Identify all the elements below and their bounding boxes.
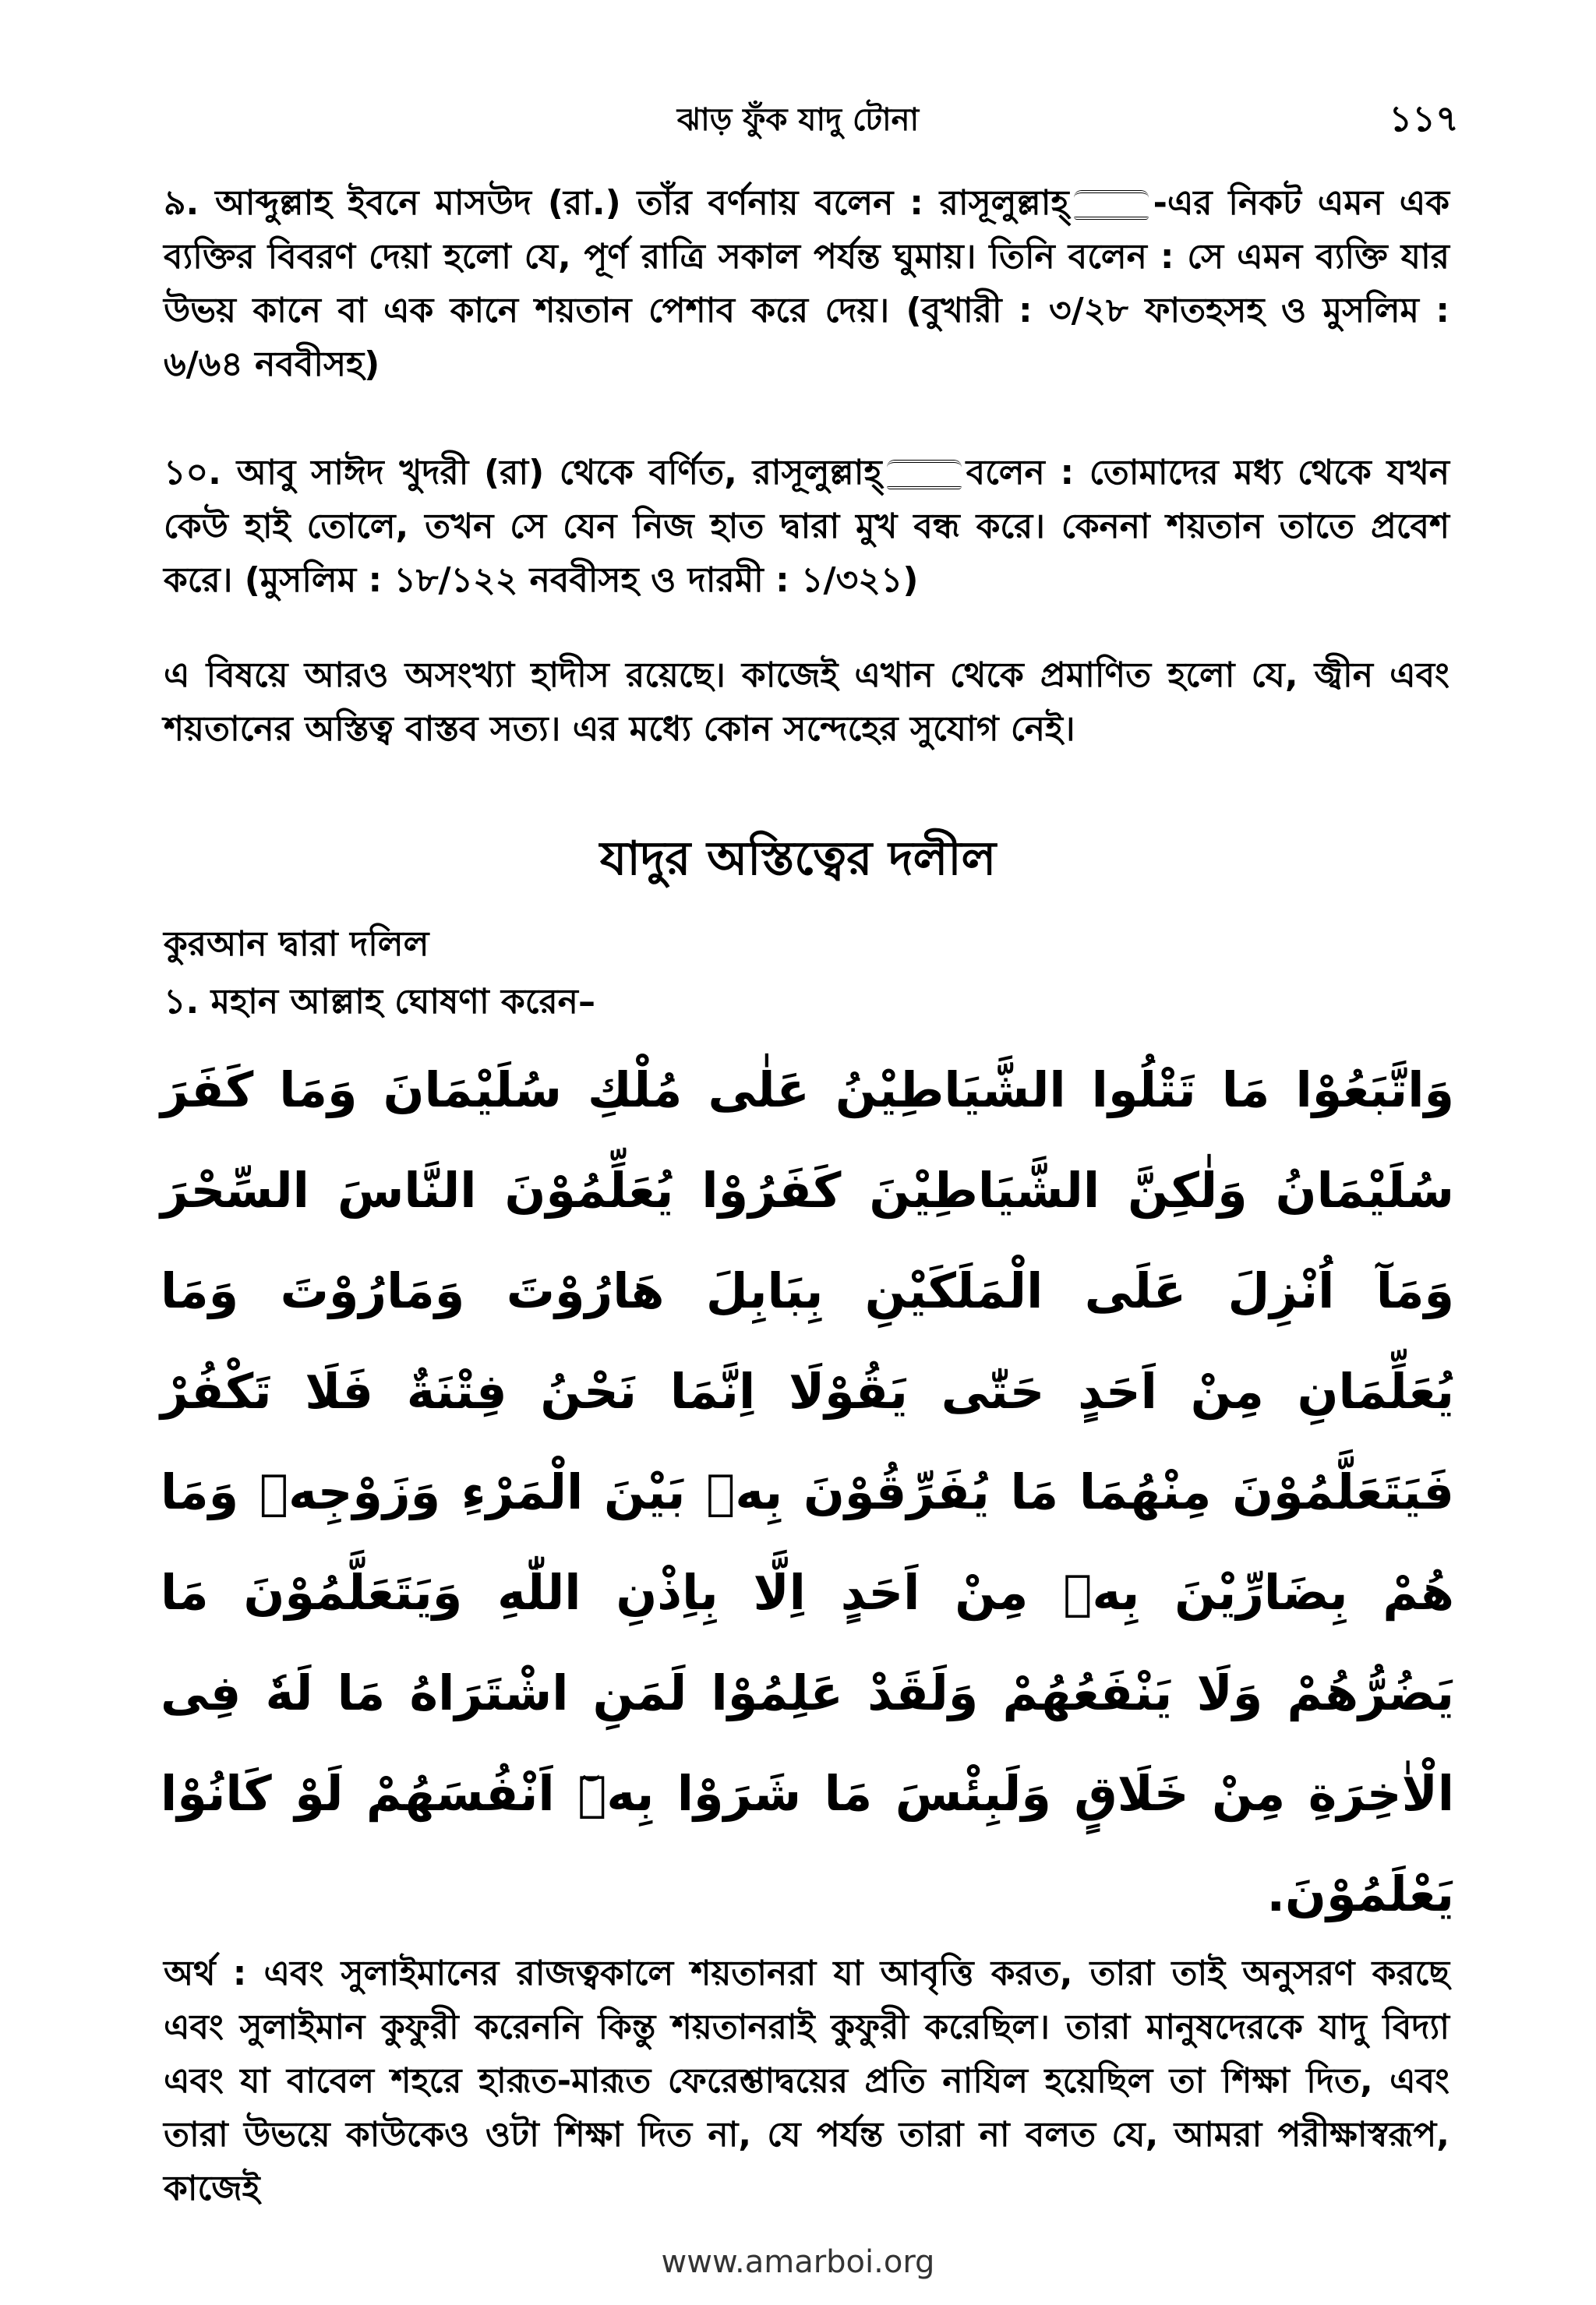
page-number: ১১৭ [1389,97,1459,139]
verse-intro-line: ১. মহান আল্লাহ ঘোষণা করেন– [164,982,595,1022]
translation-paragraph: অর্থ : এবং সুলাইমানের রাজত্বকালে শয়তানরা যা আবৃত্তি করত, তারা তাই অনুসরণ করছে এবং সুলাইমান কুফুরী করেননি কিন্তু শয়তানরাই কুফুরী করেছিল। তারা মানুষদেরকে যাদু বিদ্যা এবং যা বাবেল শহরে হারূত-মারূত ফেরেশ্তাদ্বয়ের প্রতি নাযিল হয়েছিল তা শিক্ষা দিত, এবং তারা উভয়ে কাউকেও ওটা শিক্ষা দিত না, যে পর্যন্ত তারা না বলত যে, আমরা পরীক্ষাস্বরূপ, কাজেই [164,1954,1449,2208]
section-heading: যাদুর অস্তিত্বের দলীল [599,831,997,886]
hadith-10-text-end: বলেন : তোমাদের মধ্য থেকে যখন কেউ হাই তোলে, তখন সে যেন নিজ হাত দ্বারা মুখ বন্ধ করে। কেননা শয়তান তাতে প্রবেশ করে। (মুসলিম : ১৮/১২২ নববীসহ ও দারমী : ১/৩২১) [164,453,1449,600]
hadith-paragraph-9 [164,176,1449,391]
page-header [0,92,1596,146]
hadith-10-text-start: ১০. আবু সাঈদ খুদরী (রা) থেকে বর্ণিত, রাসূলুল্লাহ্ [164,453,882,492]
hadith-9-text-end: -এর নিকট এমন এক ব্যক্তির বিবরণ দেয়া হলো যে, পূর্ণ রাত্রি সকাল পর্যন্ত ঘুমায়। তিনি বলেন : সে এমন ব্যক্তি যার উভয় কানে বা এক কানে শয়তান পেশাব করে দেয়। (বুখারী : ৩/২৮ ফাতহসহ ও মুসলিম : ৬/৬৪ নববীসহ) [164,183,1449,384]
hadith-paragraph-10 [164,446,1449,607]
pbuh-calligraphy-icon [887,460,962,489]
subheading: কুরআন দ্বারা দলিল [164,924,429,964]
conclusion-paragraph: এ বিষয়ে আরও অসংখ্যা হাদীস রয়েছে। কাজেই এখান থেকে প্রমাণিত হলো যে, জ্বীন এবং শয়তানের অস্তিত্ব বাস্তব সত্য। এর মধ্যে কোন সন্দেহের সুযোগ নেই। [164,655,1449,749]
footer-watermark-url: www.amarboi.org [661,2244,935,2280]
pbuh-calligraphy-icon [1074,190,1149,220]
arabic-quran-verse: وَاتَّبَعُوْا مَا تَتْلُوا الشَّيَاطِيْنُ عَلٰى مُلْكِ سُلَيْمَانَ وَمَا كَفَرَ سُلَيْمَانُ وَلٰكِنَّ الشَّيَاطِيْنَ كَفَرُوْا يُعَلِّمُوْنَ النَّاسَ السِّحْرَ وَمَآ اُنْزِلَ عَلَى الْمَلَكَيْنِ بِبَابِلَ هَارُوْتَ وَمَارُوْتَ وَمَا يُعَلِّمَانِ مِنْ اَحَدٍ حَتّٰى يَقُوْلَا اِنَّمَا نَحْنُ فِتْنَةٌ فَلَا تَكْفُرْ فَيَتَعَلَّمُوْنَ مِنْهُمَا مَا يُفَرِّقُوْنَ بِهٖ بَيْنَ الْمَرْءِ وَزَوْجِهٖ وَمَا هُمْ بِضَارِّيْنَ بِهٖ مِنْ اَحَدٍ اِلَّا بِاِذْنِ اللّٰهِ وَيَتَعَلَّمُوْنَ مَا يَضُرُّهُمْ وَلَا يَنْفَعُهُمْ وَلَقَدْ عَلِمُوْا لَمَنِ اشْتَرَاهُ مَا لَهٗ فِى الْاٰخِرَةِ مِنْ خَلَاقٍ وَلَبِئْسَ مَا شَرَوْا بِهٖٓ اَنْفُسَهُمْ لَوْ كَانُوْا يَعْلَمُوْنَ. [161,1061,1454,1922]
hadith-9-text-start: ৯. আব্দুল্লাহ ইবনে মাসউদ (রা.) তাঁর বর্ণনায় বলেন : রাসূলুল্লাহ্ [164,183,1069,223]
running-title: ঝাড় ফুঁক যাদু টোনা [676,101,920,138]
